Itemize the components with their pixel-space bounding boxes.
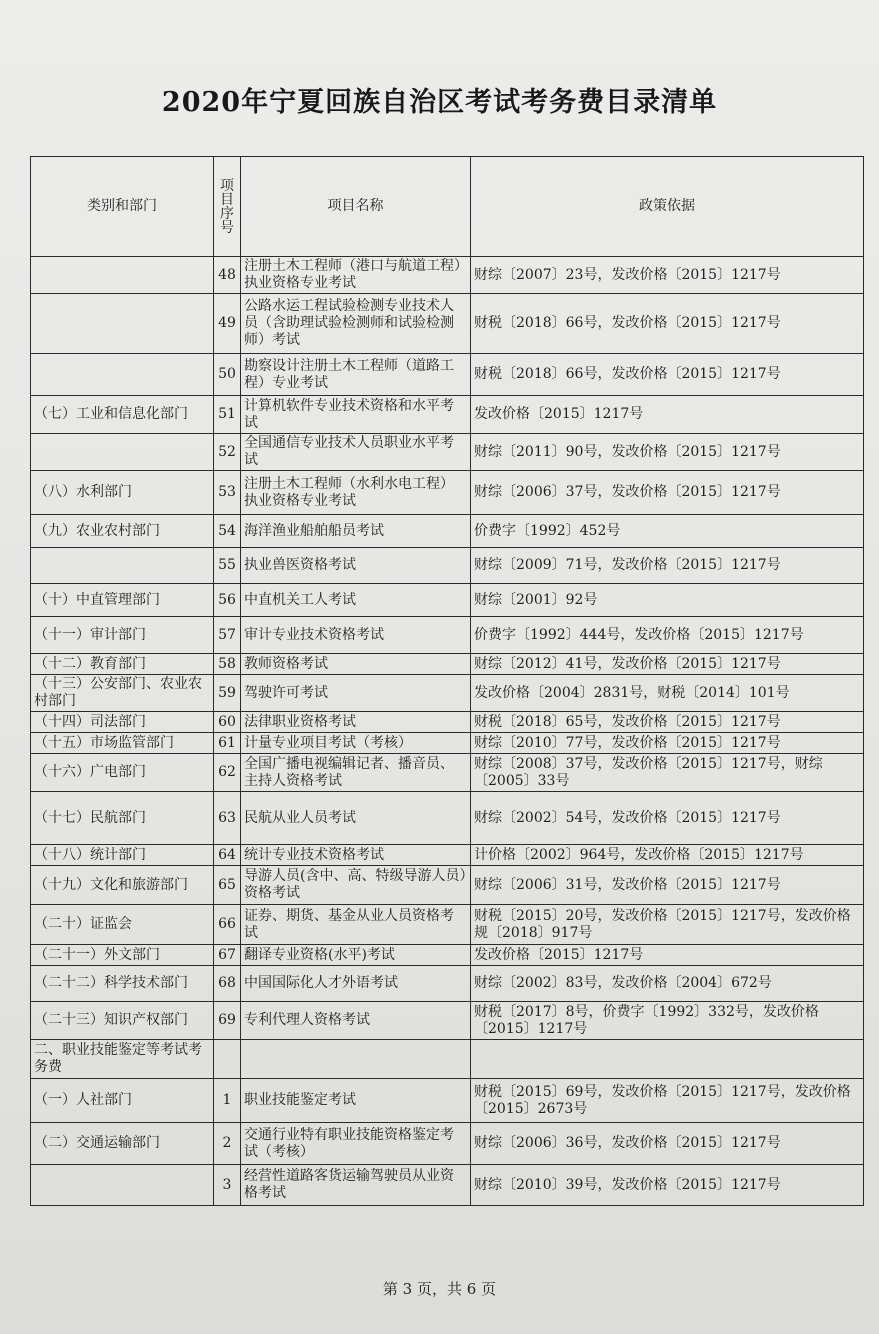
row-policy-basis: 财综〔2010〕39号，发改价格〔2015〕1217号: [471, 1165, 864, 1206]
row-number: 55: [214, 548, 241, 584]
row-category: （二）交通运输部门: [31, 1123, 214, 1165]
row-policy-basis: 财综〔2001〕92号: [471, 584, 864, 617]
row-category: （八）水利部门: [31, 471, 214, 515]
table-row: [31, 548, 864, 584]
row-number: 48: [214, 257, 241, 294]
row-category: （十九）文化和旅游部门: [31, 866, 214, 905]
row-item-name: 导游人员(含中、高、特级导游人员）资格考试: [241, 866, 471, 905]
row-number: 51: [214, 396, 241, 434]
document-title: 2020年宁夏回族自治区考试考务费目录清单: [161, 87, 718, 118]
row-policy-basis: 财综〔2010〕77号，发改价格〔2015〕1217号: [471, 733, 864, 754]
header-name: 项目名称: [241, 157, 471, 257]
row-category: [31, 548, 214, 584]
row-category: （一）人社部门: [31, 1079, 214, 1123]
row-item-name: 专利代理人资格考试: [241, 1002, 471, 1040]
header-number: 项目序号: [214, 157, 241, 257]
row-item-name: 统计专业技术资格考试: [241, 845, 471, 866]
table-row: [31, 654, 864, 675]
row-policy-basis: 发改价格〔2015〕1217号: [471, 945, 864, 966]
row-policy-basis: 财综〔2007〕23号，发改价格〔2015〕1217号: [471, 257, 864, 294]
row-category: （二十二）科学技术部门: [31, 966, 214, 1002]
row-item-name: 法律职业资格考试: [241, 712, 471, 733]
row-policy-basis: 财综〔2011〕90号，发改价格〔2015〕1217号: [471, 434, 864, 471]
table-header-row: [31, 157, 864, 257]
row-policy-basis: 财综〔2002〕83号，发改价格〔2004〕672号: [471, 966, 864, 1002]
row-policy-basis: 财税〔2018〕66号，发改价格〔2015〕1217号: [471, 354, 864, 396]
row-number: 49: [214, 294, 241, 354]
row-category: （七）工业和信息化部门: [31, 396, 214, 434]
row-item-name: 经营性道路客货运输驾驶员从业资格考试: [241, 1165, 471, 1206]
row-item-name: 勘察设计注册土木工程师（道路工程）专业考试: [241, 354, 471, 396]
row-policy-basis: 价费字〔1992〕444号，发改价格〔2015〕1217号: [471, 617, 864, 654]
row-category: （九）农业农村部门: [31, 515, 214, 548]
row-item-name: 中国国际化人才外语考试: [241, 966, 471, 1002]
header-basis: 政策依据: [471, 157, 864, 257]
row-number: 65: [214, 866, 241, 905]
row-number: 2: [214, 1123, 241, 1165]
row-category: 二、职业技能鉴定等考试考务费: [31, 1040, 214, 1079]
row-number: 58: [214, 654, 241, 675]
row-item-name: 全国广播电视编辑记者、播音员、主持人资格考试: [241, 754, 471, 792]
row-category: （十三）公安部门、农业农村部门: [31, 675, 214, 712]
row-item-name: 民航从业人员考试: [241, 792, 471, 845]
table-row: [31, 866, 864, 905]
table-row: [31, 257, 864, 294]
row-item-name: 注册土木工程师（港口与航道工程）执业资格专业考试: [241, 257, 471, 294]
row-category: （十六）广电部门: [31, 754, 214, 792]
row-category: （十）中直管理部门: [31, 584, 214, 617]
row-number: 56: [214, 584, 241, 617]
row-item-name: 职业技能鉴定考试: [241, 1079, 471, 1123]
row-number: [214, 1040, 241, 1079]
table-row: [31, 792, 864, 845]
row-policy-basis: 财综〔2009〕71号，发改价格〔2015〕1217号: [471, 548, 864, 584]
row-item-name: 执业兽医资格考试: [241, 548, 471, 584]
row-policy-basis: 财综〔2006〕37号，发改价格〔2015〕1217号: [471, 471, 864, 515]
row-item-name: 驾驶许可考试: [241, 675, 471, 712]
row-policy-basis: 发改价格〔2015〕1217号: [471, 396, 864, 434]
table-row: [31, 754, 864, 792]
row-number: 64: [214, 845, 241, 866]
fee-catalog-table: [30, 156, 864, 1206]
row-policy-basis: 财综〔2006〕31号，发改价格〔2015〕1217号: [471, 866, 864, 905]
row-category: [31, 354, 214, 396]
table-row: [31, 1040, 864, 1079]
row-number: 61: [214, 733, 241, 754]
table-row: [31, 471, 864, 515]
row-category: （十八）统计部门: [31, 845, 214, 866]
row-item-name: 交通行业特有职业技能资格鉴定考试（考核）: [241, 1123, 471, 1165]
row-number: 52: [214, 434, 241, 471]
row-policy-basis: 发改价格〔2004〕2831号，财税〔2014〕101号: [471, 675, 864, 712]
row-policy-basis: 价费字〔1992〕452号: [471, 515, 864, 548]
table-row: [31, 966, 864, 1002]
row-number: 68: [214, 966, 241, 1002]
row-item-name: 全国通信专业技术人员职业水平考试: [241, 434, 471, 471]
row-policy-basis: 财综〔2008〕37号，发改价格〔2015〕1217号，财综〔2005〕33号: [471, 754, 864, 792]
row-item-name: [241, 1040, 471, 1079]
row-item-name: 审计专业技术资格考试: [241, 617, 471, 654]
row-number: 69: [214, 1002, 241, 1040]
table-row: [31, 712, 864, 733]
table-row: [31, 294, 864, 354]
row-policy-basis: 财税〔2018〕66号，发改价格〔2015〕1217号: [471, 294, 864, 354]
row-policy-basis: 财综〔2002〕54号，发改价格〔2015〕1217号: [471, 792, 864, 845]
row-policy-basis: 财综〔2006〕36号，发改价格〔2015〕1217号: [471, 1123, 864, 1165]
row-item-name: 翻译专业资格(水平)考试: [241, 945, 471, 966]
row-category: （十一）审计部门: [31, 617, 214, 654]
row-policy-basis: 财综〔2012〕41号，发改价格〔2015〕1217号: [471, 654, 864, 675]
row-policy-basis: 计价格〔2002〕964号，发改价格〔2015〕1217号: [471, 845, 864, 866]
row-number: 66: [214, 905, 241, 945]
table-row: [31, 584, 864, 617]
table-row: [31, 354, 864, 396]
row-number: 60: [214, 712, 241, 733]
row-number: 59: [214, 675, 241, 712]
row-category: （二十三）知识产权部门: [31, 1002, 214, 1040]
row-number: 3: [214, 1165, 241, 1206]
table-row: [31, 1079, 864, 1123]
row-item-name: 公路水运工程试验检测专业技术人员（含助理试验检测师和试验检测师）考试: [241, 294, 471, 354]
table-row: [31, 396, 864, 434]
row-number: 54: [214, 515, 241, 548]
row-item-name: 海洋渔业船舶船员考试: [241, 515, 471, 548]
table-row: [31, 515, 864, 548]
row-category: （二十）证监会: [31, 905, 214, 945]
row-category: （十四）司法部门: [31, 712, 214, 733]
row-category: （二十一）外文部门: [31, 945, 214, 966]
table-row: [31, 733, 864, 754]
row-number: 50: [214, 354, 241, 396]
row-number: 67: [214, 945, 241, 966]
row-category: [31, 1165, 214, 1206]
row-category: [31, 434, 214, 471]
row-number: 1: [214, 1079, 241, 1123]
row-category: （十五）市场监管部门: [31, 733, 214, 754]
row-policy-basis: 财税〔2015〕20号，发改价格〔2015〕1217号，发改价格规〔2018〕917号: [471, 905, 864, 945]
table-row: [31, 845, 864, 866]
row-category: （十七）民航部门: [31, 792, 214, 845]
table-row: [31, 1165, 864, 1206]
row-item-name: 计量专业项目考试（考核）: [241, 733, 471, 754]
row-category: （十二）教育部门: [31, 654, 214, 675]
table-row: [31, 617, 864, 654]
row-number: 62: [214, 754, 241, 792]
row-item-name: 计算机软件专业技术资格和水平考试: [241, 396, 471, 434]
page-footer: 第 3 页，共 6 页: [382, 1280, 497, 1298]
row-policy-basis: [471, 1040, 864, 1079]
row-policy-basis: 财税〔2017〕8号，价费字〔1992〕332号，发改价格〔2015〕1217号: [471, 1002, 864, 1040]
row-number: 63: [214, 792, 241, 845]
table-row: [31, 1002, 864, 1040]
table-row: [31, 1123, 864, 1165]
row-item-name: 中直机关工人考试: [241, 584, 471, 617]
table-row: [31, 675, 864, 712]
table-row: [31, 905, 864, 945]
table-row: [31, 434, 864, 471]
table-row: [31, 945, 864, 966]
row-number: 57: [214, 617, 241, 654]
row-policy-basis: 财税〔2018〕65号，发改价格〔2015〕1217号: [471, 712, 864, 733]
row-policy-basis: 财税〔2015〕69号，发改价格〔2015〕1217号，发改价格〔2015〕2673号: [471, 1079, 864, 1123]
row-category: [31, 257, 214, 294]
row-item-name: 证券、期货、基金从业人员资格考试: [241, 905, 471, 945]
row-item-name: 教师资格考试: [241, 654, 471, 675]
row-number: 53: [214, 471, 241, 515]
row-item-name: 注册土木工程师（水利水电工程）执业资格专业考试: [241, 471, 471, 515]
row-category: [31, 294, 214, 354]
header-category: 类别和部门: [31, 157, 214, 257]
